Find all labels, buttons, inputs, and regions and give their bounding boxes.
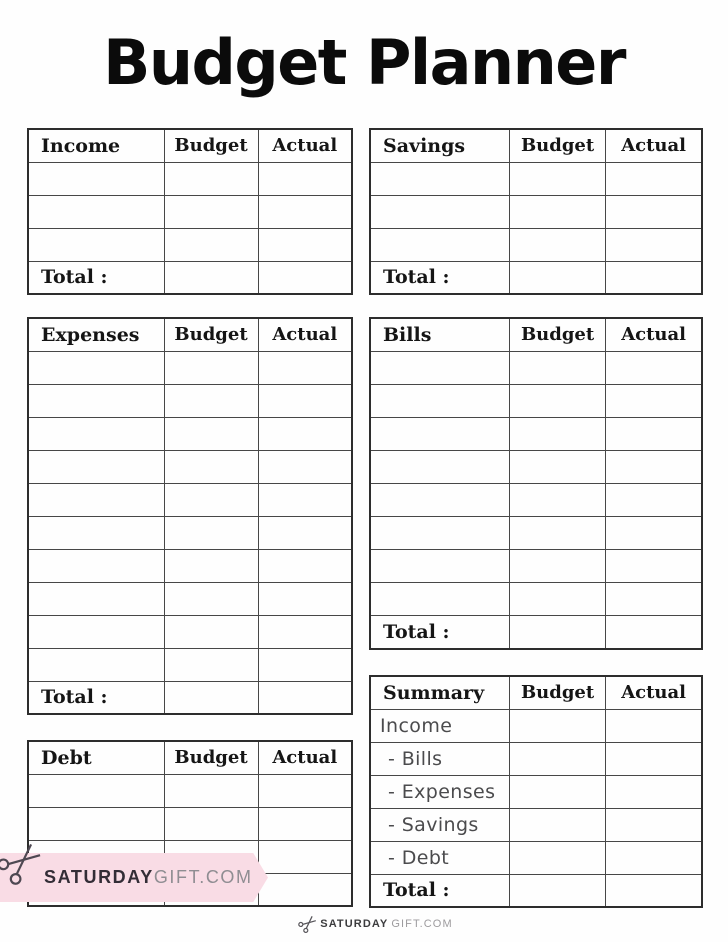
table-row	[28, 807, 352, 840]
entry-cell	[606, 195, 702, 228]
entry-cell	[606, 162, 702, 195]
entry-cell	[164, 351, 258, 384]
total-row	[28, 681, 352, 714]
bills-header-row	[370, 318, 702, 351]
entry-cell	[258, 516, 352, 549]
savings-header-row	[370, 129, 702, 162]
entry-cell	[606, 874, 702, 907]
table-row	[370, 228, 702, 261]
entry-cell	[164, 261, 258, 294]
entry-cell	[258, 261, 352, 294]
entry-cell	[606, 450, 702, 483]
entry-cell	[164, 417, 258, 450]
entry-cell	[164, 195, 258, 228]
entry-cell	[28, 549, 164, 582]
table-row	[28, 582, 352, 615]
entry-cell	[509, 583, 605, 616]
entry-cell	[606, 775, 702, 808]
banner-text	[44, 867, 253, 888]
entry-cell	[164, 681, 258, 714]
entry-cell	[509, 709, 605, 742]
entry-cell	[509, 228, 605, 261]
banner-text-bold: SATURDAY	[44, 867, 154, 887]
entry-cell	[164, 483, 258, 516]
entry-cell	[606, 517, 702, 550]
table-row	[28, 417, 352, 450]
income-table	[27, 128, 353, 292]
table-row	[28, 549, 352, 582]
expenses-actual-header: Actual	[258, 318, 352, 351]
entry-cell	[509, 616, 605, 649]
entry-cell	[164, 615, 258, 648]
income-title: Income	[28, 129, 164, 162]
table-row	[370, 483, 702, 516]
table-row	[370, 450, 702, 483]
savings-title: Savings	[370, 129, 509, 162]
entry-cell	[509, 775, 605, 808]
entry-cell	[509, 874, 605, 907]
summary-label-debt: - Debt	[370, 841, 509, 874]
entry-cell	[606, 261, 702, 294]
entry-cell	[606, 808, 702, 841]
table-row	[28, 351, 352, 384]
entry-cell	[28, 384, 164, 417]
savings-actual-header: Actual	[606, 129, 702, 162]
savings-budget-header: Budget	[509, 129, 605, 162]
entry-cell	[258, 351, 352, 384]
entry-cell	[606, 616, 702, 649]
bills-total-label: Total :	[370, 616, 509, 649]
expenses-total-label: Total :	[28, 681, 164, 714]
entry-cell	[258, 840, 352, 873]
entry-cell	[28, 516, 164, 549]
entry-cell	[606, 841, 702, 874]
entry-cell	[606, 742, 702, 775]
table-row	[28, 162, 352, 195]
income-total-label: Total :	[28, 261, 164, 294]
entry-cell	[370, 384, 509, 417]
entry-cell	[28, 162, 164, 195]
expenses-budget-header: Budget	[164, 318, 258, 351]
entry-cell	[28, 648, 164, 681]
entry-cell	[258, 195, 352, 228]
entry-cell	[28, 615, 164, 648]
entry-cell	[509, 483, 605, 516]
entry-cell	[370, 195, 509, 228]
summary-label-bills: - Bills	[370, 742, 509, 775]
entry-cell	[606, 228, 702, 261]
entry-cell	[509, 417, 605, 450]
expenses-table	[27, 317, 353, 713]
page-title: Budget Planner	[103, 26, 625, 99]
total-row	[370, 616, 702, 649]
entry-cell	[164, 549, 258, 582]
entry-cell	[509, 261, 605, 294]
table-row	[28, 483, 352, 516]
entry-cell	[258, 774, 352, 807]
summary-total-label: Total :	[370, 874, 509, 907]
scissors-icon	[297, 912, 320, 935]
entry-cell	[370, 417, 509, 450]
bills-actual-header: Actual	[606, 318, 702, 351]
bills-budget-header: Budget	[509, 318, 605, 351]
table-row	[370, 195, 702, 228]
footer-text-light: GIFT.COM	[391, 917, 453, 930]
entry-cell	[258, 615, 352, 648]
summary-budget-header: Budget	[509, 676, 605, 709]
table-row	[370, 417, 702, 450]
table-row	[28, 384, 352, 417]
entry-cell	[370, 483, 509, 516]
entry-cell	[164, 582, 258, 615]
entry-cell	[164, 384, 258, 417]
summary-label-savings: - Savings	[370, 808, 509, 841]
entry-cell	[258, 228, 352, 261]
table-row	[370, 517, 702, 550]
entry-cell	[509, 517, 605, 550]
total-row	[370, 874, 702, 907]
entry-cell	[164, 162, 258, 195]
entry-cell	[164, 516, 258, 549]
total-row	[28, 261, 352, 294]
entry-cell	[258, 417, 352, 450]
debt-header-row	[28, 741, 352, 774]
summary-row-expenses	[370, 775, 702, 808]
expenses-header-row	[28, 318, 352, 351]
entry-cell	[164, 648, 258, 681]
entry-cell	[258, 450, 352, 483]
entry-cell	[28, 483, 164, 516]
summary-row-debt	[370, 841, 702, 874]
entry-cell	[606, 384, 702, 417]
summary-row-income	[370, 709, 702, 742]
entry-cell	[370, 228, 509, 261]
table-row	[28, 774, 352, 807]
entry-cell	[606, 351, 702, 384]
entry-cell	[258, 681, 352, 714]
entry-cell	[258, 582, 352, 615]
table-row	[370, 384, 702, 417]
entry-cell	[28, 417, 164, 450]
entry-cell	[606, 417, 702, 450]
entry-cell	[258, 807, 352, 840]
entry-cell	[370, 550, 509, 583]
summary-header-row	[370, 676, 702, 709]
summary-row-savings	[370, 808, 702, 841]
table-row	[28, 648, 352, 681]
entry-cell	[28, 807, 164, 840]
entry-cell	[509, 808, 605, 841]
entry-cell	[258, 162, 352, 195]
entry-cell	[509, 351, 605, 384]
entry-cell	[258, 384, 352, 417]
bills-title: Bills	[370, 318, 509, 351]
income-header-row	[28, 129, 352, 162]
summary-label-expenses: - Expenses	[370, 775, 509, 808]
income-actual-header: Actual	[258, 129, 352, 162]
entry-cell	[258, 483, 352, 516]
table-row	[370, 583, 702, 616]
total-row	[370, 261, 702, 294]
table-row	[370, 550, 702, 583]
table-row	[28, 450, 352, 483]
entry-cell	[164, 774, 258, 807]
entry-cell	[370, 162, 509, 195]
entry-cell	[258, 648, 352, 681]
summary-label-income: Income	[370, 709, 509, 742]
debt-actual-header: Actual	[258, 741, 352, 774]
entry-cell	[509, 450, 605, 483]
entry-cell	[509, 162, 605, 195]
table-row	[28, 516, 352, 549]
table-row	[28, 195, 352, 228]
summary-row-bills	[370, 742, 702, 775]
savings-table	[369, 128, 703, 292]
table-row	[370, 162, 702, 195]
entry-cell	[258, 549, 352, 582]
entry-cell	[258, 873, 352, 906]
summary-actual-header: Actual	[606, 676, 702, 709]
entry-cell	[28, 450, 164, 483]
table-row	[28, 228, 352, 261]
entry-cell	[164, 807, 258, 840]
entry-cell	[509, 384, 605, 417]
entry-cell	[164, 450, 258, 483]
entry-cell	[28, 228, 164, 261]
debt-title: Debt	[28, 741, 164, 774]
table-row	[28, 615, 352, 648]
summary-title: Summary	[370, 676, 509, 709]
entry-cell	[509, 742, 605, 775]
entry-cell	[509, 550, 605, 583]
bills-table	[369, 317, 703, 650]
entry-cell	[370, 517, 509, 550]
entry-cell	[28, 351, 164, 384]
entry-cell	[509, 841, 605, 874]
footer-watermark	[0, 916, 728, 931]
entry-cell	[509, 195, 605, 228]
entry-cell	[28, 582, 164, 615]
saturdaygift-banner	[0, 853, 268, 902]
entry-cell	[370, 450, 509, 483]
summary-table	[369, 675, 703, 905]
entry-cell	[606, 483, 702, 516]
banner-text-light: GIFT.COM	[153, 867, 253, 887]
entry-cell	[606, 583, 702, 616]
entry-cell	[370, 583, 509, 616]
entry-cell	[370, 351, 509, 384]
table-row	[370, 351, 702, 384]
entry-cell	[28, 195, 164, 228]
footer-text-bold: SATURDAY	[320, 917, 389, 930]
debt-budget-header: Budget	[164, 741, 258, 774]
entry-cell	[606, 709, 702, 742]
entry-cell	[164, 228, 258, 261]
entry-cell	[606, 550, 702, 583]
income-budget-header: Budget	[164, 129, 258, 162]
expenses-title: Expenses	[28, 318, 164, 351]
entry-cell	[28, 774, 164, 807]
savings-total-label: Total :	[370, 261, 509, 294]
